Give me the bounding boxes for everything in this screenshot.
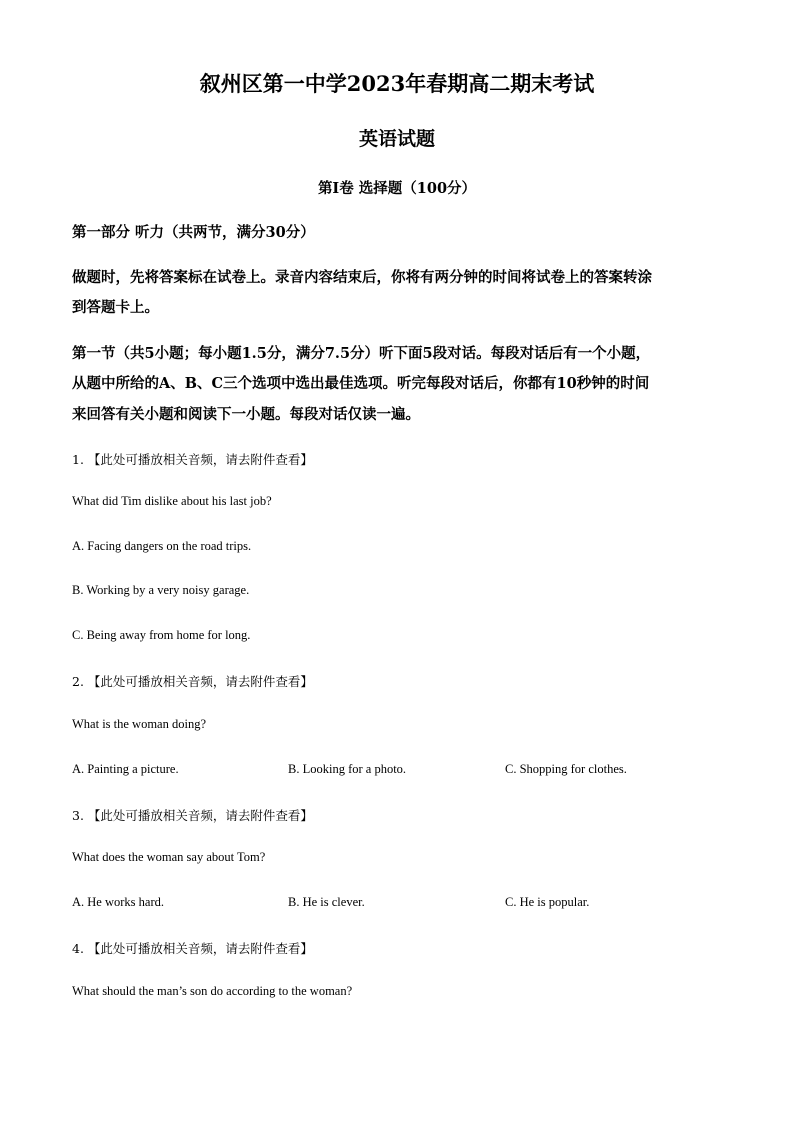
question-3-option-c: C. He is popular. (505, 895, 590, 909)
question-4-text: What should the man’s son do according to the woman? (72, 984, 353, 998)
question-2-audio-note: 2. 【此处可播放相关音频，请去附件查看】 (72, 674, 313, 689)
question-2-option-b: B. Looking for a photo. (288, 762, 407, 776)
question-3-text: What does the woman say about Tom? (72, 850, 266, 864)
instruction-line-2: 到答题卡上。 (72, 299, 159, 316)
question-3-audio-note: 3. 【此处可播放相关音频，请去附件查看】 (72, 808, 313, 823)
section1-line-2: 从题中所给的A、B、C三个选项中选出最佳选项。听完每段对话后，你都有10秒钟的时间 (72, 375, 650, 392)
section1-line-1: 第一节（共5小题；每小题1.5分，满分7.5分）听下面5段对话。每段对话后有一个小题， (72, 345, 651, 362)
question-2-text: What is the woman doing? (72, 717, 206, 731)
question-1-option-c: C. Being away from home for long. (72, 628, 251, 642)
question-1-audio-note: 1. 【此处可播放相关音频，请去附件查看】 (72, 452, 313, 467)
question-4-audio-note: 4. 【此处可播放相关音频，请去附件查看】 (72, 941, 313, 956)
question-2-option-a: A. Painting a picture. (72, 762, 179, 776)
question-1-text: What did Tim dislike about his last job? (72, 494, 272, 508)
part1-heading: 第一部分 听力（共两节，满分30分） (72, 224, 315, 241)
instruction-line-1: 做题时，先将答案标在试卷上。录音内容结束后，你将有两分钟的时间将试卷上的答案转涂 (72, 269, 652, 286)
question-1-option-b: B. Working by a very noisy garage. (72, 583, 250, 597)
question-3-option-a: A. He works hard. (72, 895, 164, 909)
exam-title: 叙州区第一中学2023年春期高二期末考试 (199, 71, 595, 96)
section1-line-3: 来回答有关小题和阅读下一小题。每段对话仅读一遍。 (72, 406, 420, 423)
question-1-option-a: A. Facing dangers on the road trips. (72, 539, 252, 553)
exam-subject: 英语试题 (358, 128, 435, 150)
question-2-option-c: C. Shopping for clothes. (505, 762, 627, 776)
volume-heading: 第I卷 选择题（100分） (317, 180, 477, 197)
question-3-option-b: B. He is clever. (288, 895, 365, 909)
